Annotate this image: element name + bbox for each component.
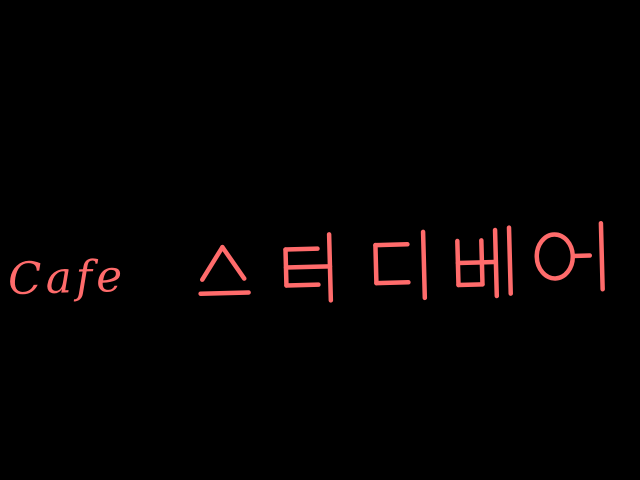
sign-latin-text: Cafe: [7, 250, 127, 305]
sign-korean-text: [190, 230, 620, 310]
sign-korean-glyphs: [190, 230, 620, 310]
glyph-di: [375, 232, 425, 299]
glyph-eo: [536, 223, 603, 291]
glyph-teo: [285, 234, 331, 301]
glyph-be: [457, 228, 511, 297]
glyph-seu: [199, 246, 248, 293]
